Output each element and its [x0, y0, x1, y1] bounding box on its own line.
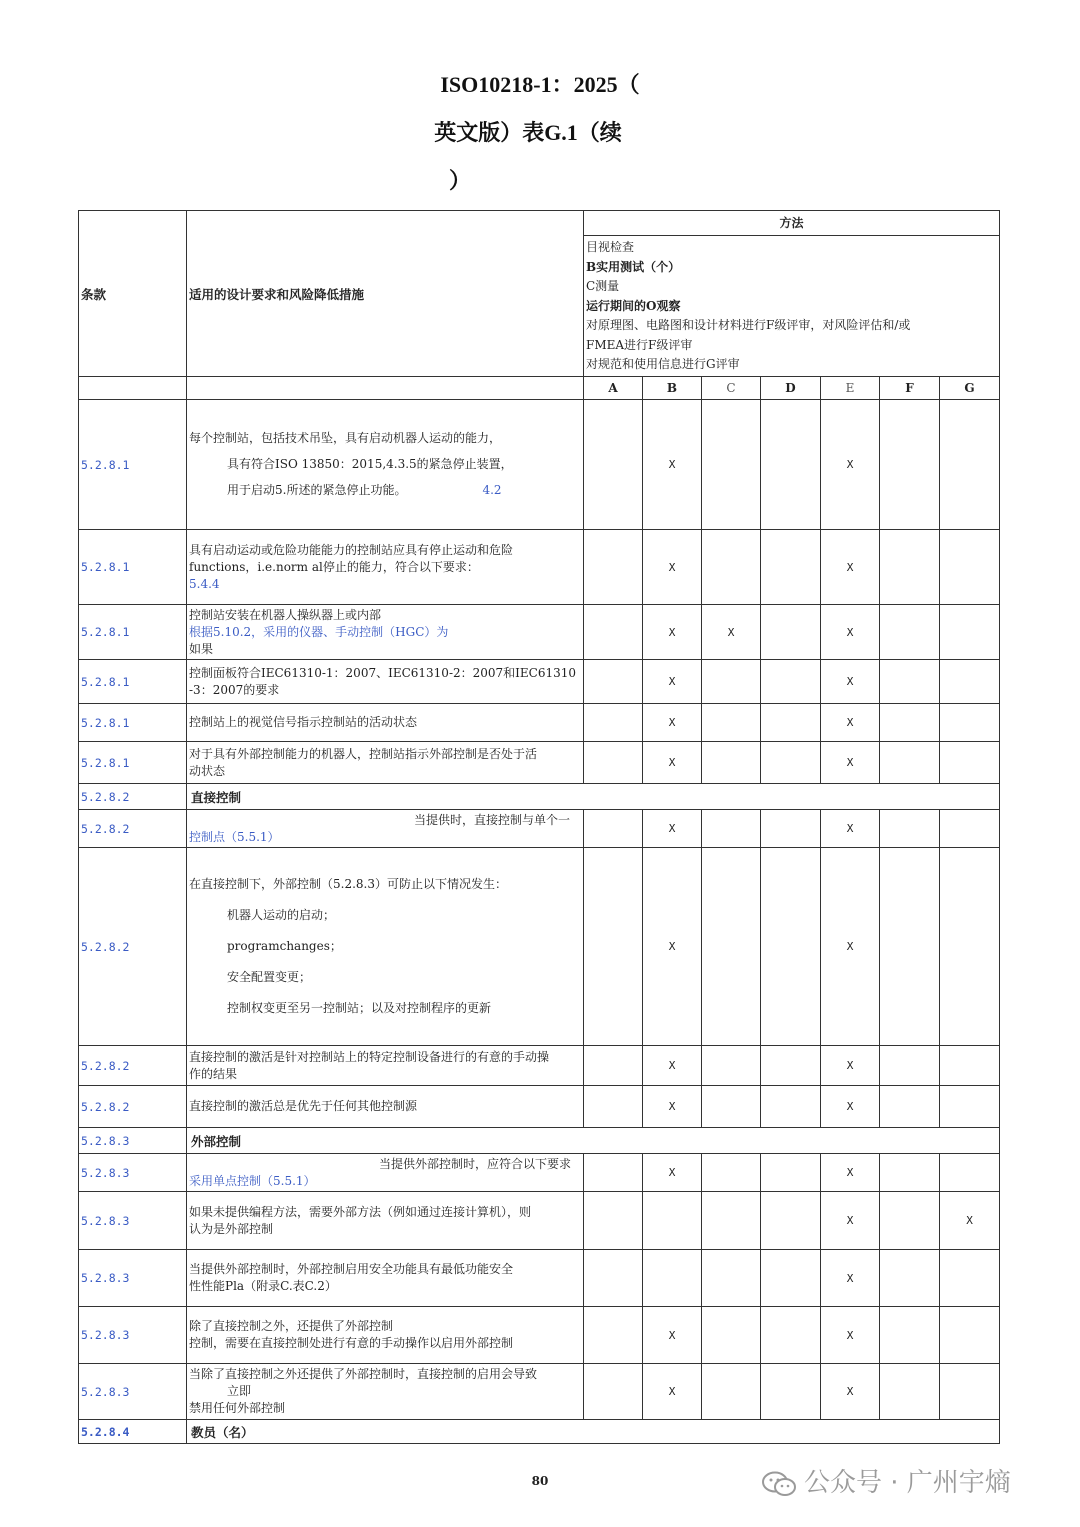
method-mark-cell — [584, 1154, 643, 1192]
table-row — [79, 810, 1000, 848]
requirement-line: 每个控制站，包括技术吊坠，具有启动机器人运动的能力， — [189, 431, 502, 445]
method-mark-cell — [880, 530, 940, 605]
method-mark-cell — [940, 400, 1000, 530]
method-mark-cell: X — [821, 1086, 880, 1128]
clause-cell: 5.2.8.2 — [79, 784, 187, 810]
requirement-line: 5.4.4 — [189, 576, 220, 591]
requirement-line: 采用单点控制（5.5.1） — [189, 1173, 316, 1188]
method-mark-cell — [761, 1154, 821, 1192]
methods-header — [584, 211, 1000, 377]
method-mark-cell: X — [643, 605, 702, 660]
clause-cell: 5.2.8.1 — [79, 530, 187, 605]
wechat-icon — [762, 1471, 796, 1497]
clause-cell: 5.2.8.2 — [79, 1046, 187, 1086]
method-mark-cell: X — [821, 1364, 880, 1420]
requirement-column-header: 适用的设计要求和风险降低措施 — [187, 211, 584, 377]
method-mark-cell — [880, 1364, 940, 1420]
method-mark-cell — [761, 848, 821, 1046]
method-mark-cell — [702, 1250, 761, 1307]
method-mark-cell — [940, 1364, 1000, 1420]
watermark-text: 公众号 · 广州宇熵 — [804, 1468, 1011, 1498]
method-mark-cell — [940, 660, 1000, 704]
table-row — [79, 1250, 1000, 1307]
table-row — [79, 848, 1000, 1046]
method-mark-cell — [702, 1364, 761, 1420]
method-mark-cell — [761, 605, 821, 660]
method-mark-cell — [761, 1364, 821, 1420]
method-mark-cell — [940, 605, 1000, 660]
method-mark-cell — [584, 530, 643, 605]
method-mark-cell: X — [821, 530, 880, 605]
method-mark-cell — [880, 1192, 940, 1250]
requirement-cell — [187, 848, 584, 1046]
method-mark-cell: X — [643, 1364, 702, 1420]
method-mark-cell — [584, 660, 643, 704]
table-row — [79, 605, 1000, 660]
clause-cell: 5.2.8.3 — [79, 1364, 187, 1420]
requirement-line: 直接控制的激活是针对控制站上的特定控制设备进行的有意的手动操 — [189, 1049, 550, 1064]
method-mark-cell — [761, 1046, 821, 1086]
method-mark-cell — [584, 1192, 643, 1250]
requirement-cell — [187, 1364, 584, 1420]
method-mark-cell — [702, 1154, 761, 1192]
doc-title-line-2: 英文版）表G.1（续 — [434, 120, 622, 145]
methods-title: 方法 — [584, 211, 999, 236]
method-mark-cell: X — [643, 660, 702, 704]
method-mark-cell: X — [643, 1154, 702, 1192]
method-mark-cell — [880, 704, 940, 742]
method-line-e: 对原理图、电路图和设计材料进行F级评审，对风险评估和/或 — [586, 318, 911, 332]
requirement-line: 如果 — [189, 641, 214, 656]
method-mark-cell — [643, 1250, 702, 1307]
requirement-cell — [187, 1046, 584, 1086]
requirement-line: 控制权变更至另一控制站；以及对控制程序的更新 — [227, 1001, 492, 1015]
requirement-cell — [187, 1192, 584, 1250]
method-mark-cell — [702, 1086, 761, 1128]
method-mark-cell: X — [940, 1192, 1000, 1250]
method-mark-cell: X — [821, 1250, 880, 1307]
requirement-cell — [187, 1086, 584, 1128]
method-line-e2: FMEA进行F级评审 — [586, 337, 693, 352]
method-mark-cell — [702, 1192, 761, 1250]
method-mark-cell: X — [821, 1307, 880, 1364]
section-title: 直接控制 — [187, 784, 1000, 810]
method-letter-row — [79, 377, 1000, 400]
requirement-line: 直接控制的激活总是优先于任何其他控制源 — [189, 1099, 418, 1113]
requirement-cell — [187, 742, 584, 784]
method-mark-cell — [702, 660, 761, 704]
method-mark-cell — [584, 1046, 643, 1086]
method-mark-cell: X — [821, 848, 880, 1046]
method-mark-cell: X — [643, 1046, 702, 1086]
method-mark-cell: X — [821, 605, 880, 660]
method-mark-cell — [880, 1250, 940, 1307]
method-mark-cell: X — [643, 1086, 702, 1128]
method-mark-cell — [761, 742, 821, 784]
section-title: 外部控制 — [187, 1128, 1000, 1154]
section-row — [79, 1128, 1000, 1154]
clause-cell: 5.2.8.3 — [79, 1128, 187, 1154]
requirement-line: 控制，需要在直接控制处进行有意的手动操作以启用外部控制 — [189, 1336, 514, 1350]
clause-cell: 5.2.8.3 — [79, 1307, 187, 1364]
col-header-f: F — [880, 377, 940, 400]
method-mark-cell — [761, 1086, 821, 1128]
requirement-line: 性性能Pla（附录C.表C.2） — [189, 1279, 337, 1293]
watermark — [762, 1462, 1011, 1499]
spacer-cell — [187, 377, 584, 400]
method-mark-cell — [584, 704, 643, 742]
requirement-line: 用于启动5.所述的紧急停止功能。 — [227, 483, 407, 497]
method-mark-cell — [761, 1250, 821, 1307]
requirement-line: 安全配置变更； — [227, 970, 312, 984]
clause-cell: 5.2.8.2 — [79, 810, 187, 848]
method-mark-cell — [702, 848, 761, 1046]
table-row — [79, 1046, 1000, 1086]
method-mark-cell — [940, 810, 1000, 848]
method-mark-cell: X — [643, 742, 702, 784]
requirement-cell — [187, 605, 584, 660]
clause-cell: 5.2.8.1 — [79, 742, 187, 784]
method-mark-cell — [584, 400, 643, 530]
method-mark-cell: X — [821, 400, 880, 530]
method-mark-cell — [702, 1046, 761, 1086]
requirement-line: programchanges； — [227, 939, 342, 953]
requirement-line: 作的结果 — [189, 1066, 238, 1081]
page-number: 80 — [531, 1474, 549, 1488]
requirement-line: 具有启动运动或危险功能能力的控制站应具有停止运动和危险 — [189, 542, 514, 557]
method-mark-cell — [880, 810, 940, 848]
method-mark-cell: X — [821, 810, 880, 848]
table-row — [79, 1154, 1000, 1192]
method-mark-cell — [761, 530, 821, 605]
spacer-cell — [79, 377, 187, 400]
method-mark-cell — [880, 1046, 940, 1086]
col-header-c: C — [702, 377, 761, 400]
clause-cell: 5.2.8.3 — [79, 1154, 187, 1192]
clause-cell: 5.2.8.3 — [79, 1192, 187, 1250]
method-mark-cell — [880, 848, 940, 1046]
method-mark-cell: X — [643, 704, 702, 742]
method-mark-cell — [940, 848, 1000, 1046]
method-mark-cell — [761, 660, 821, 704]
method-line-a: 目视检查 — [586, 240, 635, 254]
requirement-cell — [187, 1250, 584, 1307]
method-mark-cell: X — [643, 1307, 702, 1364]
requirement-cell — [187, 1307, 584, 1364]
clause-column-header: 条款 — [79, 211, 187, 377]
requirement-line: 机器人运动的启动； — [227, 908, 336, 922]
method-mark-cell — [702, 742, 761, 784]
section-title: 教员（名） — [187, 1420, 1000, 1444]
method-mark-cell — [584, 1307, 643, 1364]
table-row — [79, 400, 1000, 530]
requirement-line: 控制站上的视觉信号指示控制站的活动状态 — [189, 715, 418, 729]
method-mark-cell — [940, 1154, 1000, 1192]
requirement-line: 在直接控制下，外部控制（5.2.8.3）可防止以下情况发生： — [189, 877, 507, 891]
requirement-line: -3：2007的要求 — [189, 682, 280, 697]
table-row — [79, 742, 1000, 784]
method-mark-cell: X — [821, 1192, 880, 1250]
requirement-cell — [187, 660, 584, 704]
table-row — [79, 660, 1000, 704]
method-mark-cell: X — [821, 1154, 880, 1192]
col-header-d: D — [761, 377, 821, 400]
method-mark-cell — [584, 605, 643, 660]
requirement-line: functions，i.e.norm al停止的能力，符合以下要求： — [189, 559, 479, 574]
col-header-b: B — [643, 377, 702, 400]
section-row — [79, 784, 1000, 810]
method-mark-cell — [940, 1250, 1000, 1307]
method-mark-cell — [880, 400, 940, 530]
method-mark-cell — [940, 1307, 1000, 1364]
method-mark-cell: X — [643, 400, 702, 530]
method-mark-cell — [761, 810, 821, 848]
requirement-line: 当除了直接控制之外还提供了外部控制时，直接控制的启用会导致 — [189, 1367, 538, 1381]
method-mark-cell — [761, 1307, 821, 1364]
section-row — [79, 1420, 1000, 1444]
clause-cell: 5.2.8.1 — [79, 400, 187, 530]
method-mark-cell — [880, 1307, 940, 1364]
col-header-a: A — [584, 377, 643, 400]
requirement-cell — [187, 810, 584, 848]
method-mark-cell — [584, 1086, 643, 1128]
method-mark-cell — [940, 742, 1000, 784]
requirement-line: 动状态 — [189, 763, 226, 778]
method-mark-cell — [643, 1192, 702, 1250]
requirement-line: 禁用任何外部控制 — [189, 1401, 286, 1415]
method-mark-cell: X — [702, 605, 761, 660]
method-mark-cell — [702, 1307, 761, 1364]
requirement-line: 当提供时，直接控制与单个一 — [414, 812, 571, 827]
method-mark-cell — [880, 1086, 940, 1128]
table-row — [79, 1364, 1000, 1420]
requirement-line: 当提供外部控制时，外部控制启用安全功能具有最低功能安全 — [189, 1262, 514, 1276]
method-mark-cell — [761, 1192, 821, 1250]
table-header-row — [79, 211, 1000, 377]
clause-cell: 5.2.8.2 — [79, 848, 187, 1046]
method-mark-cell: X — [821, 1046, 880, 1086]
method-mark-cell — [761, 400, 821, 530]
method-mark-cell — [584, 1364, 643, 1420]
method-line-g: 对规范和使用信息进行G评审 — [586, 357, 740, 371]
clause-cell: 5.2.8.1 — [79, 704, 187, 742]
method-line-b: B实用测试（个） — [586, 259, 681, 274]
col-header-g: G — [940, 377, 1000, 400]
clause-cell: 5.2.8.3 — [79, 1250, 187, 1307]
method-mark-cell — [702, 810, 761, 848]
method-mark-cell — [880, 742, 940, 784]
requirement-line: 当提供外部控制时，应符合以下要求 — [379, 1156, 572, 1171]
method-mark-cell — [584, 742, 643, 784]
method-mark-cell — [584, 1250, 643, 1307]
doc-title-line-1: ISO10218-1：2025（ — [440, 72, 640, 97]
requirement-line: 控制面板符合IEC61310-1：2007、IEC61310-2：2007和IEC61310 — [189, 665, 577, 680]
method-mark-cell — [702, 530, 761, 605]
requirement-cell — [187, 1154, 584, 1192]
method-mark-cell: X — [643, 848, 702, 1046]
method-mark-cell — [880, 1154, 940, 1192]
method-mark-cell — [702, 704, 761, 742]
method-mark-cell: X — [821, 704, 880, 742]
method-mark-cell — [761, 704, 821, 742]
requirement-line: 立即 — [227, 1384, 252, 1398]
reference-link: 4.2 — [482, 483, 502, 497]
clause-cell: 5.2.8.4 — [79, 1420, 187, 1444]
method-mark-cell — [880, 605, 940, 660]
doc-title-line-3: ） — [448, 168, 471, 193]
method-mark-cell — [940, 1046, 1000, 1086]
method-line-c: C测量 — [586, 279, 620, 293]
requirement-cell — [187, 704, 584, 742]
clause-cell: 5.2.8.1 — [79, 660, 187, 704]
method-mark-cell: X — [643, 530, 702, 605]
method-mark-cell: X — [643, 810, 702, 848]
method-mark-cell: X — [821, 660, 880, 704]
requirements-table — [78, 210, 1000, 1444]
requirement-line: 对于具有外部控制能力的机器人，控制站指示外部控制是否处于活 — [189, 746, 538, 761]
method-mark-cell — [940, 704, 1000, 742]
clause-cell: 5.2.8.1 — [79, 605, 187, 660]
col-header-e: E — [821, 377, 880, 400]
table-row — [79, 1307, 1000, 1364]
method-line-d: 运行期间的O观察 — [586, 298, 681, 313]
method-mark-cell — [702, 400, 761, 530]
table-row — [79, 530, 1000, 605]
requirement-line: 根据5.10.2，采用的仪器、手动控制（HGC）为 — [189, 624, 449, 639]
requirement-line: 具有符合ISO 13850：2015,4.3.5的紧急停止装置， — [227, 457, 513, 471]
table-row — [79, 1192, 1000, 1250]
method-mark-cell — [584, 848, 643, 1046]
table-row — [79, 704, 1000, 742]
method-mark-cell — [880, 660, 940, 704]
method-mark-cell — [584, 810, 643, 848]
requirement-line: 如果未提供编程方法，需要外部方法（例如通过连接计算机），则 — [189, 1204, 532, 1219]
requirement-line: 控制站安装在机器人操纵器上或内部 — [189, 607, 382, 622]
requirement-line: 除了直接控制之外，还提供了外部控制 — [189, 1319, 394, 1333]
method-mark-cell — [940, 530, 1000, 605]
requirement-line: 认为是外部控制 — [189, 1221, 274, 1236]
method-mark-cell — [940, 1086, 1000, 1128]
requirement-cell — [187, 400, 584, 530]
clause-cell: 5.2.8.2 — [79, 1086, 187, 1128]
table-row — [79, 1086, 1000, 1128]
requirement-cell — [187, 530, 584, 605]
method-mark-cell: X — [821, 742, 880, 784]
requirement-line: 控制点（5.5.1） — [189, 829, 280, 844]
